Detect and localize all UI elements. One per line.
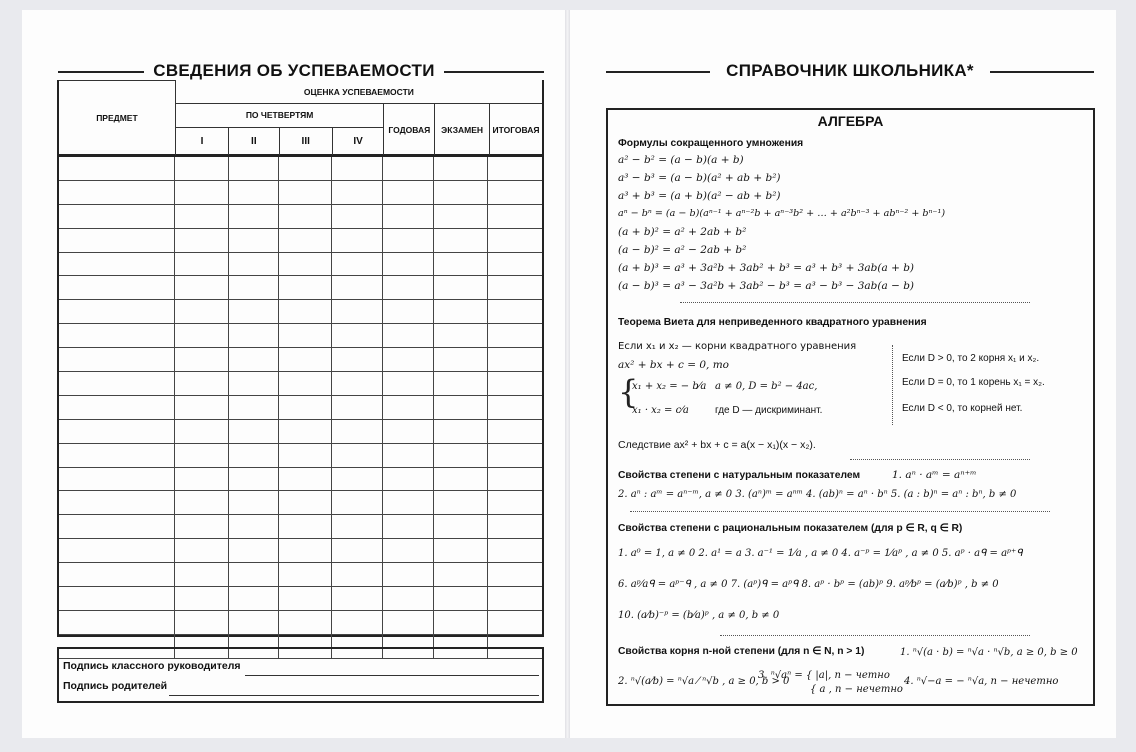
- grade-cell[interactable]: [278, 228, 331, 252]
- grade-cell[interactable]: [59, 419, 175, 443]
- grade-cell[interactable]: [383, 539, 433, 563]
- grade-cell[interactable]: [383, 157, 433, 180]
- grade-cell[interactable]: [228, 252, 278, 276]
- grades-grid: [57, 155, 544, 637]
- grade-cell[interactable]: [332, 587, 383, 611]
- grade-cell[interactable]: [278, 252, 331, 276]
- grade-row: [59, 563, 542, 587]
- grade-cell[interactable]: [59, 157, 175, 180]
- grade-cell[interactable]: [487, 204, 542, 228]
- grade-cell[interactable]: [383, 252, 433, 276]
- grade-cell[interactable]: [59, 563, 175, 587]
- formula: (a + b)² = a² + 2ab + b²: [618, 226, 747, 238]
- grade-cell[interactable]: [175, 252, 228, 276]
- final-header: ИТОГОВАЯ: [490, 104, 542, 156]
- formula: (a − b)³ = a³ − 3a²b + 3ab² − b³ = a³ − b³ − 3ab(a − b): [618, 280, 915, 292]
- vieta-title: Теорема Виета для неприведенного квадратного уравнения: [618, 317, 927, 328]
- grade-cell[interactable]: [59, 276, 175, 300]
- formula: (a − b)² = a² − 2ab + b²: [618, 244, 747, 256]
- grade-cell[interactable]: [383, 467, 433, 491]
- grade-cell[interactable]: [383, 491, 433, 515]
- quarter-2: II: [229, 127, 279, 155]
- grade-cell[interactable]: [175, 587, 228, 611]
- grade-cell[interactable]: [278, 419, 331, 443]
- grade-cell[interactable]: [278, 348, 331, 372]
- grade-cell[interactable]: [59, 228, 175, 252]
- grade-cell[interactable]: [487, 276, 542, 300]
- rat-power-rules: 10. (a⁄b)⁻ᵖ = (b⁄a)ᵖ , a ≠ 0, b ≠ 0: [618, 610, 780, 621]
- grade-cell[interactable]: [59, 467, 175, 491]
- grade-cell[interactable]: [487, 419, 542, 443]
- formula: a³ − b³ = (a − b)(a² + ab + b²): [618, 172, 781, 184]
- system-brace: {: [618, 373, 639, 411]
- grade-cell[interactable]: [433, 324, 487, 348]
- grade-cell[interactable]: [228, 157, 278, 180]
- formula: aⁿ − bⁿ = (a − b)(aⁿ⁻¹ + aⁿ⁻²b + aⁿ⁻³b² + … + a²bⁿ⁻³ + abⁿ⁻² + bⁿ⁻¹): [618, 208, 946, 219]
- vertical-divider: [892, 345, 893, 425]
- grade-cell[interactable]: [175, 467, 228, 491]
- abbr-title: Формулы сокращенного умножения: [618, 138, 804, 149]
- grade-cell[interactable]: [228, 443, 278, 467]
- root-title: Свойства корня n-ной степени (для n ∈ N, n > 1): [618, 646, 865, 657]
- rat-power-rules: 1. a⁰ = 1, a ≠ 0 2. a¹ = a 3. a⁻¹ = 1⁄a , a ≠ 0 4. a⁻ᵖ = 1⁄aᵖ , a ≠ 0 5. aᵖ · aᑫ = aᵖ⁺ᑫ: [618, 548, 1023, 559]
- grade-cell[interactable]: [487, 491, 542, 515]
- grade-cell[interactable]: [433, 587, 487, 611]
- vieta-line: ax² + bx + c = 0, то: [618, 359, 729, 371]
- grade-row: [59, 372, 542, 396]
- grade-cell[interactable]: [228, 228, 278, 252]
- formula: a² − b² = (a − b)(a + b): [618, 154, 744, 166]
- grade-cell[interactable]: [59, 180, 175, 204]
- exam-header: ЭКЗАМЕН: [435, 104, 490, 156]
- grade-cell[interactable]: [59, 443, 175, 467]
- grade-cell[interactable]: [383, 204, 433, 228]
- grade-row: [59, 180, 542, 204]
- vieta-case: Если D > 0, то 2 корня x₁ и x₂.: [902, 353, 1040, 364]
- grade-cell[interactable]: [59, 539, 175, 563]
- grade-header-label: ОЦЕНКА УСПЕВАЕМОСТИ: [175, 81, 542, 104]
- grade-cell[interactable]: [228, 395, 278, 419]
- root-rule: 3. ⁿ√aⁿ = { |a|, n − четно: [758, 670, 890, 681]
- grade-cell[interactable]: [487, 563, 542, 587]
- grade-cell[interactable]: [278, 300, 331, 324]
- grade-cell[interactable]: [175, 491, 228, 515]
- vieta-product: x₁ · x₂ = c⁄a: [632, 405, 689, 416]
- root-rule: 1. ⁿ√(a · b) = ⁿ√a · ⁿ√b, a ≥ 0, b ≥ 0: [900, 647, 1078, 658]
- title-rule-right: [990, 71, 1094, 73]
- grade-cell[interactable]: [175, 539, 228, 563]
- grade-cell[interactable]: [175, 515, 228, 539]
- vieta-corollary: Следствие ax² + bx + c = a(x − x₁)(x − x₂).: [618, 439, 816, 451]
- grade-cell[interactable]: [383, 228, 433, 252]
- divider: [850, 459, 1030, 460]
- grade-cell[interactable]: [278, 491, 331, 515]
- grade-cell[interactable]: [59, 610, 175, 634]
- grade-cell[interactable]: [332, 372, 383, 396]
- grade-cell[interactable]: [433, 180, 487, 204]
- grade-cell[interactable]: [278, 157, 331, 180]
- grade-cell[interactable]: [487, 610, 542, 634]
- signature-box: [57, 647, 544, 703]
- grade-cell[interactable]: [383, 276, 433, 300]
- grade-cell[interactable]: [332, 300, 383, 324]
- divider: [680, 302, 1030, 303]
- grade-cell[interactable]: [278, 539, 331, 563]
- grade-row: [59, 395, 542, 419]
- grade-cell[interactable]: [59, 204, 175, 228]
- grade-cell[interactable]: [383, 372, 433, 396]
- grade-cell[interactable]: [383, 324, 433, 348]
- quarters-header: ПО ЧЕТВЕРТЯМ: [175, 104, 384, 127]
- grade-cell[interactable]: [278, 610, 331, 634]
- grade-cell[interactable]: [332, 204, 383, 228]
- grade-row: [59, 610, 542, 634]
- grade-cell[interactable]: [433, 491, 487, 515]
- grade-cell[interactable]: [332, 348, 383, 372]
- grade-cell[interactable]: [487, 324, 542, 348]
- grade-cell[interactable]: [487, 467, 542, 491]
- grade-cell[interactable]: [278, 563, 331, 587]
- grade-cell[interactable]: [383, 419, 433, 443]
- grade-cell[interactable]: [175, 395, 228, 419]
- grade-cell[interactable]: [175, 610, 228, 634]
- grade-cell[interactable]: [278, 395, 331, 419]
- grade-cell[interactable]: [332, 539, 383, 563]
- divider: [720, 635, 1030, 636]
- grade-cell[interactable]: [175, 228, 228, 252]
- grade-cell[interactable]: [175, 157, 228, 180]
- grade-cell[interactable]: [433, 228, 487, 252]
- grade-cell[interactable]: [228, 300, 278, 324]
- parents-signature-line[interactable]: [169, 695, 539, 696]
- yearly-header: ГОДОВАЯ: [384, 104, 435, 156]
- grade-cell[interactable]: [332, 515, 383, 539]
- grade-cell[interactable]: [175, 300, 228, 324]
- grade-cell[interactable]: [433, 419, 487, 443]
- teacher-signature-line[interactable]: [245, 675, 539, 676]
- grade-cell[interactable]: [228, 419, 278, 443]
- grade-cell[interactable]: [228, 348, 278, 372]
- grade-cell[interactable]: [433, 204, 487, 228]
- grade-cell[interactable]: [278, 467, 331, 491]
- grade-cell[interactable]: [487, 539, 542, 563]
- divider: [630, 511, 1050, 512]
- grade-row: [59, 539, 542, 563]
- grade-row: [59, 252, 542, 276]
- grade-cell[interactable]: [175, 204, 228, 228]
- grade-row: [59, 467, 542, 491]
- grade-cell[interactable]: [59, 252, 175, 276]
- quarter-4: IV: [332, 127, 383, 155]
- grade-cell[interactable]: [332, 276, 383, 300]
- grade-cell[interactable]: [332, 252, 383, 276]
- title-rule-right: [444, 71, 544, 73]
- right-page: [570, 10, 1116, 738]
- grade-cell[interactable]: [175, 563, 228, 587]
- quarter-1: I: [175, 127, 228, 155]
- title-rule-left: [606, 71, 710, 73]
- grade-row: [59, 228, 542, 252]
- grade-cell[interactable]: [332, 610, 383, 634]
- grade-cell[interactable]: [59, 587, 175, 611]
- grade-cell[interactable]: [433, 157, 487, 180]
- nat-power-rules: 2. aⁿ : aᵐ = aⁿ⁻ᵐ, a ≠ 0 3. (aⁿ)ᵐ = aⁿᵐ 4. (ab)ⁿ = aⁿ · bⁿ 5. (a : b)ⁿ = aⁿ : bⁿ, b ≠ 0: [618, 489, 1017, 500]
- vieta-case: Если D = 0, то 1 корень x₁ = x₂.: [902, 377, 1045, 388]
- parents-signature-label: Подпись родителей: [63, 680, 168, 692]
- grade-cell[interactable]: [383, 348, 433, 372]
- grade-cell[interactable]: [175, 443, 228, 467]
- grade-cell[interactable]: [278, 372, 331, 396]
- grade-cell[interactable]: [228, 587, 278, 611]
- grade-cell[interactable]: [487, 587, 542, 611]
- grade-cell[interactable]: [59, 300, 175, 324]
- page-title: СВЕДЕНИЯ ОБ УСПЕВАЕМОСТИ: [153, 61, 435, 80]
- grade-row: [59, 491, 542, 515]
- grade-cell[interactable]: [433, 276, 487, 300]
- grade-row: [59, 157, 542, 180]
- grade-cell[interactable]: [278, 180, 331, 204]
- grade-row: [59, 443, 542, 467]
- vieta-line: Если x₁ и x₂ — корни квадратного уравнения: [618, 341, 857, 352]
- grade-cell[interactable]: [433, 515, 487, 539]
- grade-cell[interactable]: [487, 157, 542, 180]
- grade-row: [59, 300, 542, 324]
- grade-cell[interactable]: [228, 204, 278, 228]
- grade-cell[interactable]: [487, 372, 542, 396]
- grade-cell[interactable]: [59, 395, 175, 419]
- grade-cell[interactable]: [278, 324, 331, 348]
- page-title: СПРАВОЧНИК ШКОЛЬНИКА*: [726, 61, 974, 80]
- grade-cell[interactable]: [433, 467, 487, 491]
- grade-cell[interactable]: [383, 587, 433, 611]
- formula: (a + b)³ = a³ + 3a²b + 3ab² + b³ = a³ + b³ + 3ab(a + b): [618, 262, 915, 274]
- rat-power-rules: 6. aᵖ⁄aᑫ = aᵖ⁻ᑫ , a ≠ 0 7. (aᵖ)ᑫ = aᵖᑫ 8. aᵖ · bᵖ = (ab)ᵖ 9. aᵖ⁄bᵖ = (a⁄b)ᵖ , b ≠ 0: [618, 579, 999, 590]
- grade-cell[interactable]: [383, 443, 433, 467]
- grade-cell[interactable]: [433, 563, 487, 587]
- grade-cell[interactable]: [332, 324, 383, 348]
- grade-cell[interactable]: [228, 180, 278, 204]
- grade-cell[interactable]: [278, 204, 331, 228]
- grade-cell[interactable]: [383, 180, 433, 204]
- root-rule: { a , n − нечетно: [810, 684, 903, 695]
- grade-cell[interactable]: [433, 300, 487, 324]
- grade-cell[interactable]: [332, 395, 383, 419]
- grade-cell[interactable]: [332, 443, 383, 467]
- grade-cell[interactable]: [228, 372, 278, 396]
- vieta-condition: a ≠ 0, D = b² − 4ac,: [715, 381, 818, 392]
- grade-cell[interactable]: [332, 228, 383, 252]
- grade-cell[interactable]: [228, 467, 278, 491]
- grade-cell[interactable]: [228, 491, 278, 515]
- grade-cell[interactable]: [487, 252, 542, 276]
- grade-cell[interactable]: [59, 372, 175, 396]
- grade-cell[interactable]: [433, 372, 487, 396]
- grade-cell[interactable]: [175, 180, 228, 204]
- nat-power-title: Свойства степени с натуральным показателем: [618, 470, 861, 481]
- grade-cell[interactable]: [487, 395, 542, 419]
- grade-cell[interactable]: [383, 563, 433, 587]
- grade-cell[interactable]: [175, 324, 228, 348]
- grade-row: [59, 204, 542, 228]
- grade-cell[interactable]: [487, 515, 542, 539]
- grade-row: [59, 324, 542, 348]
- title-rule-left: [58, 71, 144, 73]
- grade-cell[interactable]: [228, 539, 278, 563]
- grade-cell[interactable]: [332, 467, 383, 491]
- grade-cell[interactable]: [487, 228, 542, 252]
- grade-row: [59, 515, 542, 539]
- grade-cell[interactable]: [175, 348, 228, 372]
- grade-cell[interactable]: [487, 443, 542, 467]
- root-rule: 2. ⁿ√(a⁄b) = ⁿ√a ⁄ ⁿ√b , a ≥ 0, b > 0: [618, 676, 790, 687]
- grade-cell[interactable]: [175, 419, 228, 443]
- grade-cell[interactable]: [433, 395, 487, 419]
- grade-cell[interactable]: [278, 276, 331, 300]
- grade-cell[interactable]: [332, 419, 383, 443]
- rat-power-title: Свойства степени с рациональным показателем (для p ∈ R, q ∈ R): [618, 523, 963, 534]
- grade-cell[interactable]: [175, 276, 228, 300]
- grade-cell[interactable]: [278, 443, 331, 467]
- vieta-case: Если D < 0, то корней нет.: [902, 403, 1023, 414]
- grade-row: [59, 276, 542, 300]
- grade-cell[interactable]: [487, 348, 542, 372]
- grade-cell[interactable]: [59, 324, 175, 348]
- grade-cell[interactable]: [228, 324, 278, 348]
- grade-cell[interactable]: [487, 180, 542, 204]
- formula: a³ + b³ = (a + b)(a² − ab + b²): [618, 190, 781, 202]
- grade-row: [59, 348, 542, 372]
- subject-header: ПРЕДМЕТ: [59, 81, 175, 156]
- grade-cell[interactable]: [175, 372, 228, 396]
- grade-cell[interactable]: [383, 395, 433, 419]
- grade-cell[interactable]: [332, 491, 383, 515]
- grade-cell[interactable]: [487, 300, 542, 324]
- nat-power-rule: 1. aⁿ · aᵐ = aⁿ⁺ᵐ: [892, 469, 977, 481]
- root-rule: 4. ⁿ√−a = − ⁿ√a, n − нечетно: [904, 676, 1059, 687]
- grade-cell[interactable]: [383, 515, 433, 539]
- quarter-3: III: [279, 127, 332, 155]
- grade-cell[interactable]: [228, 610, 278, 634]
- grade-cell[interactable]: [228, 515, 278, 539]
- grade-cell[interactable]: [383, 300, 433, 324]
- section-title: АЛГЕБРА: [817, 113, 884, 129]
- grade-cell[interactable]: [433, 443, 487, 467]
- grade-cell[interactable]: [332, 563, 383, 587]
- grade-cell[interactable]: [433, 348, 487, 372]
- grade-cell[interactable]: [332, 157, 383, 180]
- grade-cell[interactable]: [278, 587, 331, 611]
- vieta-condition: где D — дискриминант.: [715, 405, 823, 416]
- left-page: [22, 10, 565, 738]
- grade-cell[interactable]: [433, 252, 487, 276]
- grade-row: [59, 419, 542, 443]
- grade-cell[interactable]: [59, 515, 175, 539]
- grade-cell[interactable]: [59, 348, 175, 372]
- grade-cell[interactable]: [278, 515, 331, 539]
- grade-cell[interactable]: [228, 563, 278, 587]
- grade-cell[interactable]: [383, 610, 433, 634]
- teacher-signature-label: Подпись классного руководителя: [63, 660, 241, 672]
- grade-cell[interactable]: [332, 180, 383, 204]
- vieta-sum: x₁ + x₂ = − b⁄a: [632, 381, 707, 392]
- grade-cell[interactable]: [433, 539, 487, 563]
- grade-cell[interactable]: [228, 276, 278, 300]
- grade-cell[interactable]: [59, 491, 175, 515]
- grade-cell[interactable]: [433, 610, 487, 634]
- grade-header: [57, 80, 544, 156]
- grade-row: [59, 587, 542, 611]
